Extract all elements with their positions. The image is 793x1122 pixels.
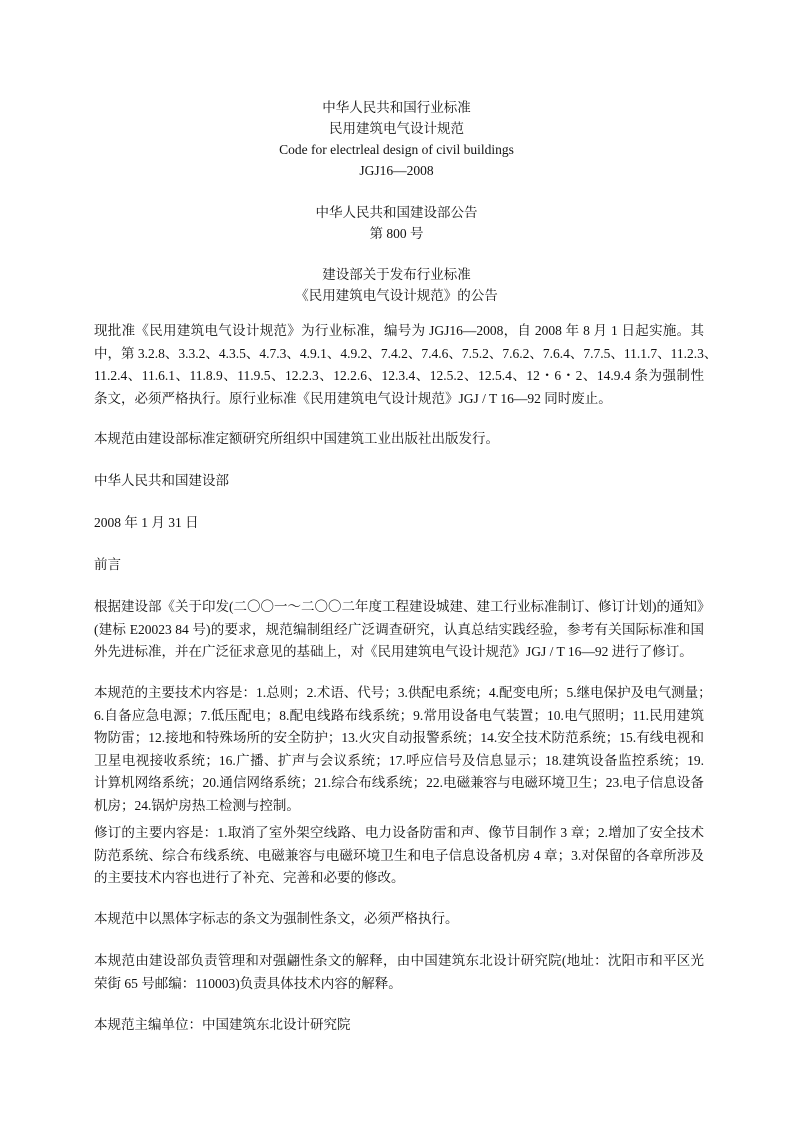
standard-category: 中华人民共和国行业标准 xyxy=(322,100,471,115)
announcement-number: 第 800 号 xyxy=(369,226,424,241)
text-line: 修订的主要内容是：1.取消了室外架空线路、电力设备防雷和声、像节目制作 3 章；2.增加了安全技术 xyxy=(94,825,704,840)
standard-title-en: Code for electrleal design of civil buildings xyxy=(279,142,514,157)
ministry-signature xyxy=(94,470,704,493)
text-line: 条文，必须严格执行。原行业标准《民用建筑电气设计规范》JGJ / T 16—92 同时废止。 xyxy=(94,390,612,406)
text-line: 6.自备应急电源；7.低压配电；8.配电线路布线系统；9.常用设备电气装置；10.电气照明；11.民用建筑 xyxy=(94,707,704,723)
text-line: 现批准《民用建筑电气设计规范》为行业标准，编号为 JGJ16—2008，自 2008 年 8 月 1 日起实施。其 xyxy=(94,323,704,338)
text-line: 根据建设部《关于印发(二〇〇一～二〇〇二年度工程建设城建、建工行业标准制订、修订计划)的通知》 xyxy=(94,599,711,614)
preface-heading xyxy=(94,554,704,577)
text-line: 本规范主编单位：中国建筑东北设计研究院 xyxy=(94,1017,351,1032)
standard-code: JGJ16—2008 xyxy=(359,163,434,178)
revisions-paragraph xyxy=(94,822,704,890)
text-line: 荣街 65 号邮编：110003)负责具体技术内容的解释。 xyxy=(94,975,402,991)
text-line: 中，第 3.2.8、3.3.2、4.3.5、4.7.3、4.9.1、4.9.2、7.4.2、7.4.6、7.5.2、7.6.2、7.6.4、7.7.5、11.1.7、11.2.3、 xyxy=(94,345,718,361)
mandatory-note xyxy=(94,908,704,931)
announcement-title-line2: 《民用建筑电气设计规范》的公告 xyxy=(295,288,498,303)
publisher-paragraph xyxy=(94,428,704,451)
text-line: 前言 xyxy=(94,557,121,572)
text-line: 外先进标准，并在广泛征求意见的基础上，对《民用建筑电气设计规范》JGJ / T 16—92 进行了修订。 xyxy=(94,644,693,659)
standard-header xyxy=(0,97,793,181)
text-line: 防范系统、综合布线系统、电磁兼容与电磁环境卫生和电子信息设备机房 4 章；3.对保留的各章所涉及 xyxy=(94,847,704,863)
text-line: 本规范的主要技术内容是：1.总则；2.术语、代号；3.供配电系统；4.配变电所；5.继电保护及电气测量； xyxy=(94,685,712,700)
approval-paragraph xyxy=(94,320,718,410)
announcement-title-line1: 建设部关于发布行业标准 xyxy=(322,267,471,282)
basis-paragraph xyxy=(94,596,711,664)
announcement-title xyxy=(0,264,793,306)
text-line: 中华人民共和国建设部 xyxy=(94,473,229,488)
signature-date xyxy=(94,512,704,535)
announcement-issuer: 中华人民共和国建设部公告 xyxy=(315,205,478,220)
text-line: 机房；24.锅炉房热工检测与控制。 xyxy=(94,797,300,813)
text-line: 卫星电视接收系统；16.广播、扩声与会议系统；17.呼应信号及信息显示；18.建筑设备监控系统；19. xyxy=(94,752,704,768)
text-line: 2008 年 1 月 31 日 xyxy=(94,515,199,530)
text-line: 的主要技术内容也进行了补充、完善和必要的修改。 xyxy=(94,870,405,885)
text-line: 计算机网络系统；20.通信网络系统；21.综合布线系统；22.电磁兼容与电磁环境卫生；23.电子信息设备 xyxy=(94,775,704,790)
text-line: 11.2.4、11.6.1、11.8.9、11.9.5、12.2.3、12.2.6、12.3.4、12.5.2、12.5.4、12・6・2、14.9.4 条为强制性 xyxy=(94,368,704,383)
chief-editor xyxy=(94,1014,704,1037)
text-line: (建标 E20023 84 号)的要求，规范编制组经广泛调查研究，认真总结实践经验，参考有关国际标准和国 xyxy=(94,621,704,637)
announcement-header xyxy=(0,202,793,244)
text-line: 物防雷；12.接地和特殊场所的安全防护；13.火灾自动报警系统；14.安全技术防范系统；15.有线电视和 xyxy=(94,730,704,745)
main-contents-paragraph xyxy=(94,682,712,817)
interpretation-paragraph xyxy=(94,950,704,995)
text-line: 本规范由建设部负责管理和对强翩性条文的解释，由中国建筑东北设计研究院(地址：沈阳市和平区光 xyxy=(94,953,704,968)
standard-title-cn: 民用建筑电气设计规范 xyxy=(329,121,464,136)
text-line: 本规范由建设部标准定额研究所组织中国建筑工业出版社出版发行。 xyxy=(94,431,499,446)
text-line: 本规范中以黑体字标志的条文为强制性条文，必须严格执行。 xyxy=(94,911,459,926)
